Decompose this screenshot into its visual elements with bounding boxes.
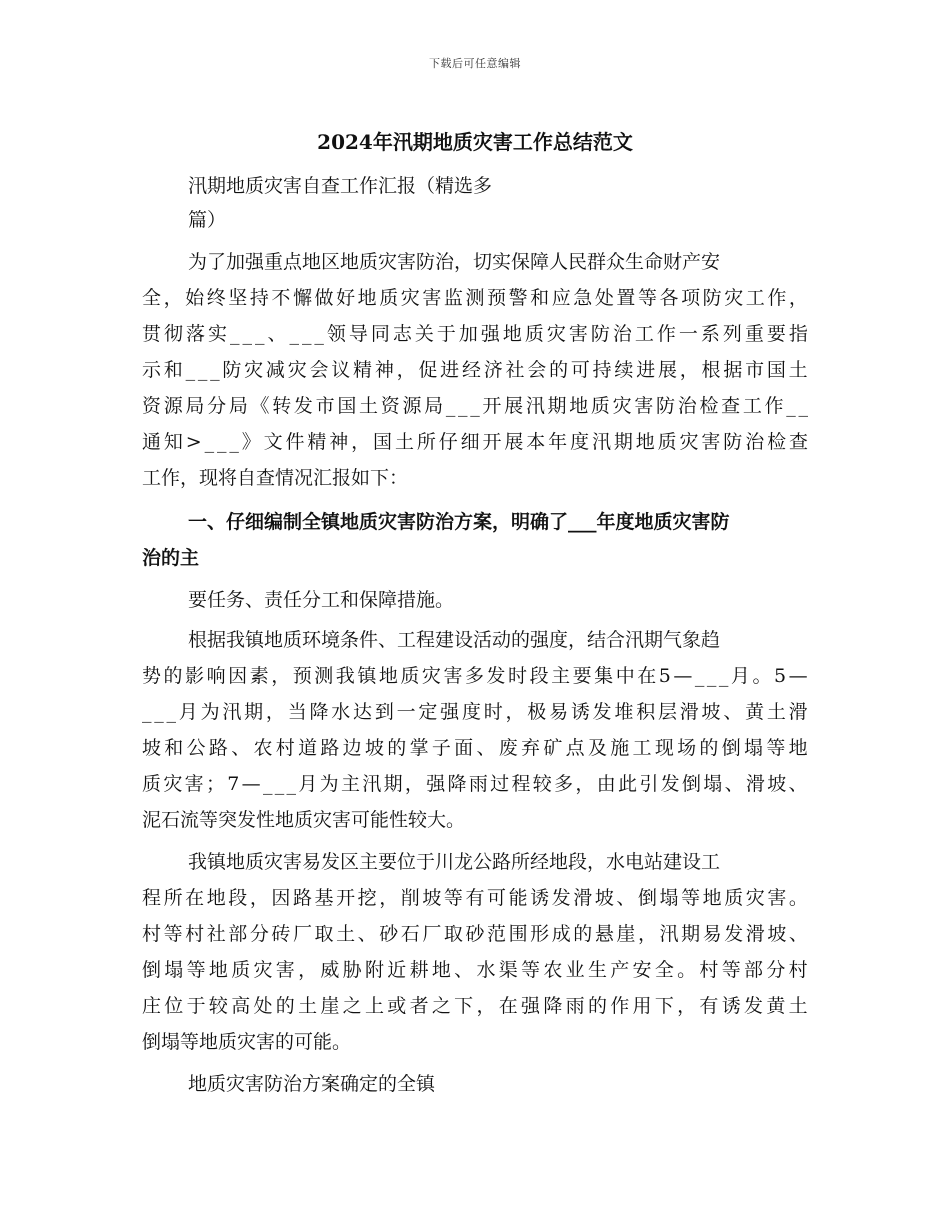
paragraph-line: _ _ _ 月 为 汛 期 ， 当 降 水 达 到 一 定 强 度 时 ， 极 易 诱 发 堆 积 层 滑 坡 、 黄 土 滑 (142, 701, 808, 723)
paragraph-line: 全 ， 始 终 坚 持 不 懈 做 好 地 质 灾 害 监 测 预 警 和 应 急 处 置 等 各 项 防 灾 工 作 ， (142, 287, 808, 309)
paragraph-line: 篇） (188, 209, 227, 231)
paragraph-line: 为了加强重点地区地质灾害防治，切实保障人民群众生命财产安 (188, 251, 721, 273)
section-heading-line: 治的主 (142, 547, 200, 569)
paragraph-line: 示 和 _ _ _ 防 灾 减 灾 会 议 精 神 ， 促 进 经 济 社 会 的 可 持 续 进 展 ， 根 据 市 国 土 (142, 359, 808, 381)
paragraph-line: 庄 位 于 较 高 处 的 土 崖 之 上 或 者 之 下 ， 在 强 降 雨 的 作 用 下 ， 有 诱 发 黄 土 (142, 995, 808, 1017)
paragraph-line: 倒塌等地质灾害的可能。 (142, 1031, 352, 1053)
paragraph-line: 倒 塌 等 地 质 灾 害 ， 威 胁 附 近 耕 地 、 水 渠 等 农 业 生 产 安 全 。 村 等 部 分 村 (142, 959, 808, 981)
paragraph-line: 根据我镇地质环境条件、工程建设活动的强度，结合汛期气象趋 (188, 629, 721, 651)
paragraph-line: 地质灾害防治方案确定的全镇 (188, 1073, 436, 1095)
section-heading-line: 一、仔细编制全镇地质灾害防治方案，明确了___年度地质灾害防 (188, 511, 730, 533)
paragraph-line: 村 等 村 社 部 分 砖 厂 取 土 、 砂 石 厂 取 砂 范 围 形 成 的 悬 崖 ， 汛 期 易 发 滑 坡 、 (142, 923, 808, 945)
paragraph-line: 资 源 局 分 局 《 转 发 市 国 土 资 源 局 _ _ _ 开 展 汛 期 地 质 灾 害 防 治 检 查 工 作 _ _ (142, 395, 808, 417)
paragraph-line: 要任务、责任分工和保障措施。 (188, 589, 455, 611)
paragraph-line: 工作，现将自查情况汇报如下： (142, 467, 409, 489)
paragraph-line: 势 的 影 响 因 素 ， 预 测 我 镇 地 质 灾 害 多 发 时 段 主 要 集 中 在 5 — _ _ _ 月 。 5 — (142, 665, 808, 687)
paragraph-line: 泥石流等突发性地质灾害可能性较大。 (142, 809, 466, 831)
paragraph-line: 通 知 > _ _ _ 》 文 件 精 神 ， 国 土 所 仔 细 开 展 本 年 度 汛 期 地 质 灾 害 防 治 检 查 (142, 431, 808, 453)
page-header-note: 下载后可任意编辑 (429, 57, 521, 70)
paragraph-line: 汛期地质灾害自查工作汇报（精选多 (188, 175, 493, 197)
paragraph-line: 坡 和 公 路 、 农 村 道 路 边 坡 的 掌 子 面 、 废 弃 矿 点 及 施 工 现 场 的 倒 塌 等 地 (142, 737, 808, 759)
paragraph-line: 质 灾 害 ； 7 — _ _ _ 月 为 主 汛 期 ， 强 降 雨 过 程 较 多 ， 由 此 引 发 倒 塌 、 滑 坡 、 (142, 773, 808, 795)
paragraph-line: 我镇地质灾害易发区主要位于川龙公路所经地段，水电站建设工 (188, 851, 721, 873)
paragraph-line: 贯 彻 落 实 _ _ _ 、 _ _ _ 领 导 同 志 关 于 加 强 地 质 灾 害 防 治 工 作 一 系 列 重 要 指 (142, 323, 808, 345)
paragraph-line: 程 所 在 地 段 ， 因 路 基 开 挖 ， 削 坡 等 有 可 能 诱 发 滑 坡 、 倒 塌 等 地 质 灾 害 。 (142, 887, 808, 909)
document-title: 2024年汛期地质灾害工作总结范文 (317, 130, 633, 154)
